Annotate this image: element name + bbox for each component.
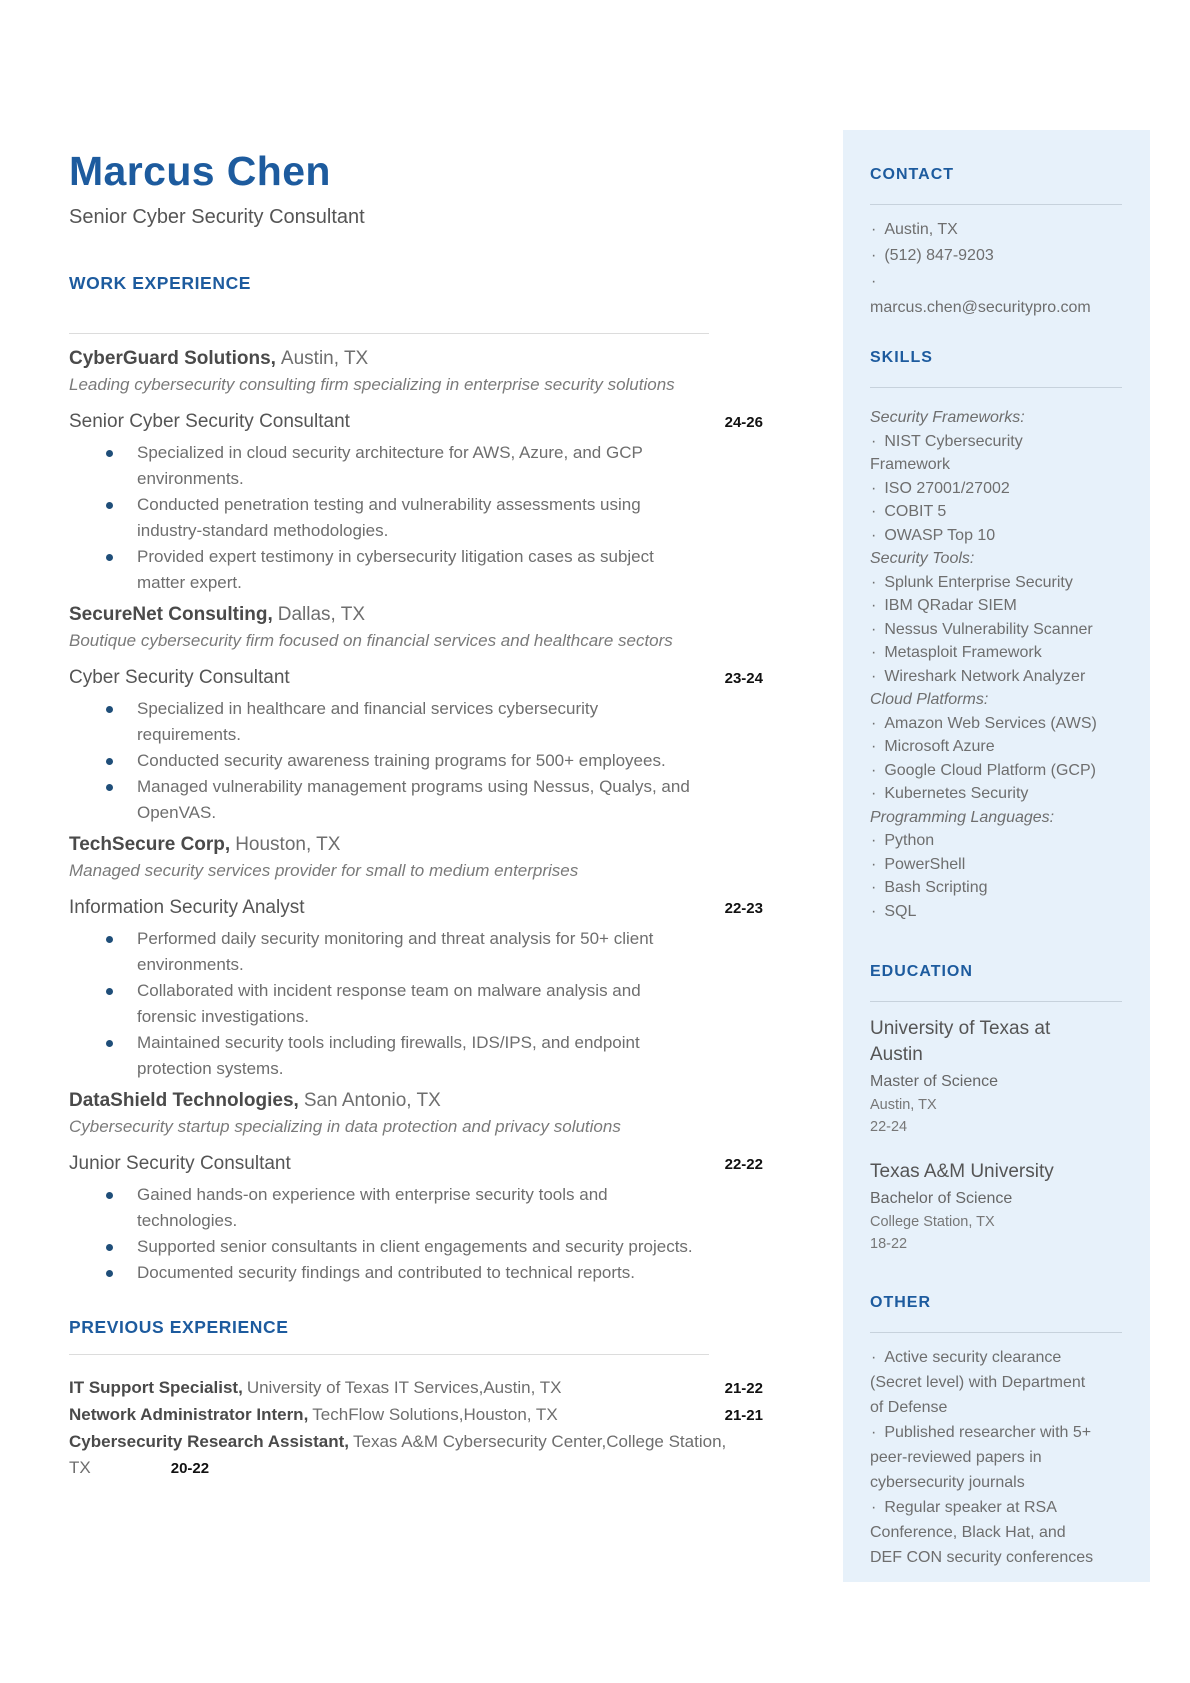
bullet-text: Performed daily security monitoring and threat analysis for 50+ client environments. [137, 929, 654, 974]
bullet-point [69, 1030, 695, 1082]
company-line [69, 346, 763, 372]
bullet-dot-icon [106, 706, 113, 713]
previous-role-org: Texas A&M Cybersecurity Center,College Station, TX [69, 1432, 727, 1477]
bullet-text: Collaborated with incident response team on malware analysis and forensic investigations. [137, 981, 641, 1026]
bullet-list [69, 926, 763, 1082]
work-experience-heading: WORK EXPERIENCE [69, 273, 252, 293]
bullet-dot-icon [106, 450, 113, 457]
contact-phone: (512) 847-9203 [884, 247, 994, 264]
education-entry [870, 1159, 1150, 1254]
dot-icon: · [871, 526, 877, 544]
dot-icon: · [871, 714, 877, 732]
bullet-text: Maintained security tools including firewalls, IDS/IPS, and endpoint protection systems. [137, 1033, 640, 1078]
skill-category-label: Programming Languages: [870, 808, 1055, 826]
section-divider [69, 1354, 709, 1355]
dot-icon: · [871, 479, 877, 497]
company-name: DataShield Technologies, [69, 1090, 299, 1111]
bullet-text: Specialized in healthcare and financial services cybersecurity requirements. [137, 699, 599, 744]
bullet-dot-icon [106, 554, 113, 561]
role-row [69, 409, 763, 435]
company-name: CyberGuard Solutions, [69, 348, 276, 369]
previous-role-text [69, 1375, 725, 1401]
other-item: · Active security clearance (Secret level) with Department of Defense [870, 1349, 1086, 1416]
education-school: University of Texas at Austin [870, 1018, 1051, 1065]
dot-icon: · [871, 785, 877, 802]
dot-icon: · [871, 432, 877, 450]
company-description: Managed security services provider for small to medium enterprises [69, 861, 579, 880]
role-row [69, 1151, 763, 1177]
dot-icon: · [871, 1349, 877, 1366]
bullet-point [69, 492, 695, 544]
dot-icon: · [871, 247, 877, 264]
bullet-list [69, 1182, 763, 1286]
contact-item [870, 217, 1102, 243]
previous-experience-list [69, 1375, 763, 1482]
education-heading: EDUCATION [870, 963, 973, 980]
bullet-text: Conducted security awareness training programs for 500+ employees. [137, 751, 666, 770]
dot-icon: · [871, 879, 877, 896]
previous-role-row [69, 1429, 749, 1482]
company-line [69, 602, 763, 628]
bullet-text: Managed vulnerability management programs using Nessus, Qualys, and OpenVAS. [137, 777, 690, 822]
dot-icon: · [871, 221, 877, 238]
bullet-dot-icon [106, 1040, 113, 1047]
sidebar-divider [870, 387, 1122, 388]
bullet-point [69, 1234, 695, 1260]
bullet-dot-icon [106, 502, 113, 509]
company-line [69, 1088, 763, 1114]
skill-item: · Microsoft Azure [871, 738, 995, 755]
other-list [870, 1345, 1150, 1570]
dot-icon: · [871, 273, 877, 290]
company-description: Boutique cybersecurity firm focused on financial services and healthcare sectors [69, 631, 673, 650]
bullet-dot-icon [106, 988, 113, 995]
contact-heading: CONTACT [870, 166, 955, 183]
other-item: · Published researcher with 5+ peer-reviewed papers in cybersecurity journals [870, 1424, 1092, 1491]
bullet-text: Documented security findings and contributed to technical reports. [137, 1263, 635, 1282]
main-column [69, 146, 763, 1482]
bullet-point [69, 696, 695, 748]
skills-heading: SKILLS [870, 349, 933, 366]
contact-email: marcus.chen@securitypro.com [870, 299, 1091, 316]
education-years: 18-22 [870, 1236, 908, 1252]
skill-category-label: Security Frameworks: [870, 409, 1025, 426]
company-description: Cybersecurity startup specializing in data protection and privacy solutions [69, 1117, 621, 1136]
bullet-dot-icon [106, 1270, 113, 1277]
person-job-title: Senior Cyber Security Consultant [69, 206, 365, 228]
education-degree: Bachelor of Science [870, 1190, 1013, 1207]
dot-icon: · [871, 855, 877, 873]
job-dates: 23-24 [724, 670, 763, 687]
dot-icon: · [871, 667, 877, 685]
dot-icon: · [871, 597, 877, 614]
previous-experience-heading: PREVIOUS EXPERIENCE [69, 1317, 289, 1337]
sidebar-divider [870, 1332, 1122, 1333]
skill-item: · PowerShell [871, 855, 966, 873]
previous-role-title: IT Support Specialist, [69, 1378, 243, 1397]
previous-role-row [69, 1402, 763, 1429]
person-name: Marcus Chen [69, 148, 331, 194]
bullet-dot-icon [106, 1244, 113, 1251]
job-title: Information Security Analyst [69, 897, 305, 918]
education-school: Texas A&M University [870, 1161, 1054, 1182]
skill-item: · Metasploit Framework [871, 644, 1042, 661]
skill-item: · Nessus Vulnerability Scanner [871, 620, 1093, 638]
bullet-point [69, 1260, 695, 1286]
bullet-point [69, 748, 695, 774]
job-title: Junior Security Consultant [69, 1153, 291, 1174]
skill-item: · Bash Scripting [871, 879, 988, 896]
skill-item: · Wireshark Network Analyzer [871, 667, 1086, 685]
bullet-point [69, 774, 695, 826]
company-location: San Antonio, TX [303, 1090, 441, 1111]
dot-icon: · [871, 644, 877, 661]
job-dates: 24-26 [724, 414, 763, 431]
previous-role-title: Network Administrator Intern, [69, 1405, 309, 1424]
dot-icon: · [871, 1424, 877, 1441]
previous-role-row [69, 1375, 763, 1402]
bullet-point [69, 440, 695, 492]
previous-role-dates: 21-21 [724, 1407, 763, 1424]
dot-icon: · [871, 738, 877, 755]
company-location: Austin, TX [280, 348, 369, 369]
company-name: SecureNet Consulting, [69, 604, 273, 625]
bullet-list [69, 440, 763, 596]
skill-item: · COBIT 5 [871, 503, 947, 520]
previous-role-dates: 20-22 [170, 1460, 210, 1477]
role-row [69, 895, 763, 921]
skill-item: · NIST Cybersecurity Framework [870, 432, 1023, 473]
role-row [69, 665, 763, 691]
skill-item: · Kubernetes Security [871, 785, 1029, 802]
job-dates: 22-22 [724, 1156, 763, 1173]
contact-item [870, 243, 1102, 269]
other-item: · Regular speaker at RSA Conference, Black Hat, and DEF CON security conferences [870, 1499, 1094, 1566]
skill-item: · Amazon Web Services (AWS) [871, 714, 1097, 732]
skill-item: · Splunk Enterprise Security [871, 573, 1073, 591]
job-title: Senior Cyber Security Consultant [69, 411, 350, 432]
skill-item: · Python [871, 832, 935, 849]
previous-role-org: University of Texas IT Services,Austin, TX [246, 1378, 562, 1397]
section-divider [69, 333, 709, 334]
education-entry [870, 1016, 1150, 1137]
dot-icon: · [871, 573, 877, 591]
education-location: Austin, TX [870, 1097, 937, 1113]
skill-item: · IBM QRadar SIEM [871, 597, 1017, 614]
company-location: Houston, TX [235, 834, 341, 855]
bullet-dot-icon [106, 936, 113, 943]
previous-role-dates: 21-22 [724, 1380, 763, 1397]
education-years: 22-24 [870, 1119, 908, 1135]
contact-item [870, 269, 1102, 321]
dot-icon: · [871, 832, 877, 849]
skills-list [870, 406, 1150, 923]
bullet-point [69, 926, 695, 978]
bullet-text: Gained hands-on experience with enterprise security tools and technologies. [137, 1185, 608, 1230]
contact-location: Austin, TX [884, 221, 958, 238]
previous-role-text [69, 1402, 725, 1428]
bullet-dot-icon [106, 1192, 113, 1199]
skill-item: · Google Cloud Platform (GCP) [871, 761, 1096, 779]
company-line [69, 832, 763, 858]
bullet-list [69, 696, 763, 826]
education-degree: Master of Science [870, 1073, 999, 1090]
skill-category-label: Security Tools: [870, 550, 975, 567]
sidebar [843, 130, 1150, 1582]
skill-category-label: Cloud Platforms: [870, 691, 989, 708]
dot-icon: · [871, 761, 877, 779]
sidebar-divider [870, 1001, 1122, 1002]
dot-icon: · [871, 902, 877, 920]
bullet-point [69, 1182, 695, 1234]
bullet-point [69, 978, 695, 1030]
company-name: TechSecure Corp, [69, 834, 231, 855]
other-heading: OTHER [870, 1294, 931, 1311]
bullet-text: Provided expert testimony in cybersecurity litigation cases as subject matter expert. [137, 547, 654, 592]
skill-item: · OWASP Top 10 [871, 526, 996, 544]
bullet-dot-icon [106, 784, 113, 791]
bullet-text: Supported senior consultants in client engagements and security projects. [137, 1237, 693, 1256]
bullet-point [69, 544, 695, 596]
education-location: College Station, TX [870, 1214, 995, 1230]
skill-item: · ISO 27001/27002 [871, 479, 1010, 497]
skill-item: · SQL [871, 902, 917, 920]
dot-icon: · [871, 503, 877, 520]
contact-list [870, 217, 1102, 321]
company-description: Leading cybersecurity consulting firm specializing in enterprise security solutions [69, 375, 675, 394]
job-dates: 22-23 [724, 900, 763, 917]
bullet-text: Specialized in cloud security architecture for AWS, Azure, and GCP environments. [137, 443, 643, 488]
job-title: Cyber Security Consultant [69, 667, 290, 688]
sidebar-divider [870, 204, 1122, 205]
previous-role-org: TechFlow Solutions,Houston, TX [312, 1405, 558, 1424]
dot-icon: · [871, 1499, 877, 1516]
bullet-dot-icon [106, 758, 113, 765]
bullet-text: Conducted penetration testing and vulnerability assessments using industry-standard methodologies. [137, 495, 641, 540]
company-location: Dallas, TX [277, 604, 366, 625]
dot-icon: · [871, 620, 877, 638]
previous-role-title: Cybersecurity Research Assistant, [69, 1432, 350, 1451]
